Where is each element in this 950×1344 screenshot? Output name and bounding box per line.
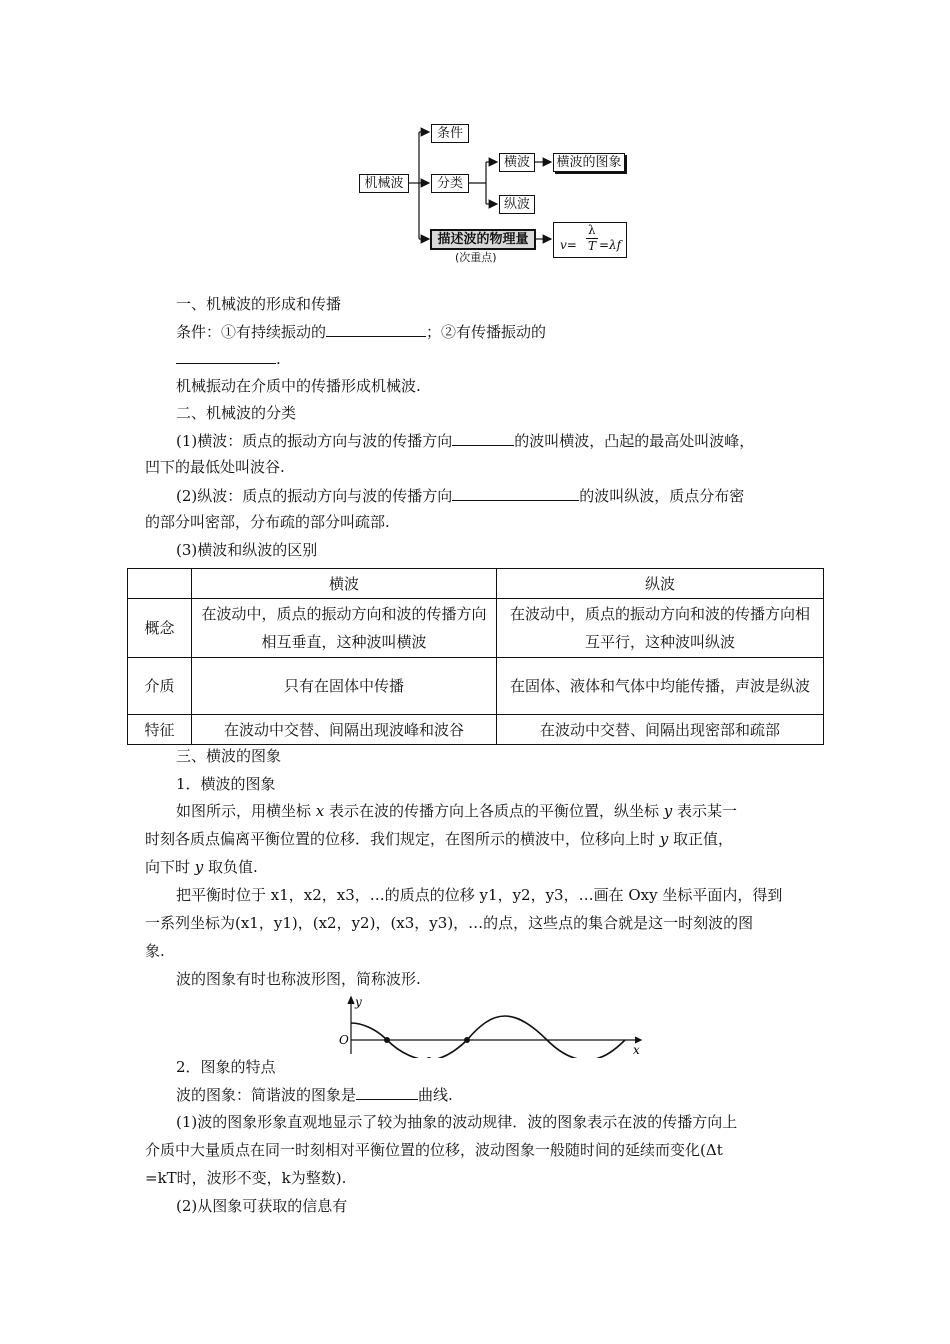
p4-prefix: 波的图象：简谐波的图象是 — [176, 1086, 357, 1104]
blank-transverse-direction[interactable] — [452, 430, 514, 446]
p1-text-c: 表示某一 — [672, 802, 738, 820]
map-classification-box: 分类 — [431, 174, 469, 193]
item1-suffix: 的波叫横波，凸起的最高处叫波峰， — [514, 432, 755, 450]
p1-text-f: 向下时 — [145, 858, 195, 876]
condition-mid: ；②有传播振动的 — [426, 323, 547, 341]
y-axis-arrow — [348, 997, 354, 1004]
formula-lambda: λ — [588, 223, 596, 237]
section3-p5-line2: 介质中大量质点在同一时刻相对平衡位置的位移，波动图象一般随时间的延续而变化(Δt — [145, 1141, 723, 1159]
section1-formation: 机械振动在介质中的传播形成机械波. — [176, 377, 421, 395]
p1-text-g: 取负值. — [203, 858, 258, 876]
p1-text-d: 时刻各质点偏离平衡位置的位移．我们规定，在图所示的横波中，位移向上时 — [145, 830, 660, 848]
map-quantities-box: 描述波的物理量 — [430, 229, 536, 250]
item2-prefix: (2)纵波：质点的振动方向与波的传播方向 — [176, 487, 453, 505]
table-cell: 在波动中交替、间隔出现波峰和波谷 — [192, 715, 497, 745]
table-row-label: 特征 — [128, 715, 192, 745]
p1-text-a: 如图所示，用横坐标 — [176, 802, 316, 820]
formula-period: T — [588, 239, 597, 253]
p4-suffix: 曲线. — [418, 1086, 453, 1104]
p1-var-y: y — [663, 802, 673, 820]
blank-longitudinal-direction[interactable] — [452, 485, 579, 501]
table-row-label: 概念 — [128, 599, 192, 658]
item1-prefix: (1)横波：质点的振动方向与波的传播方向 — [176, 432, 453, 450]
wave-figure — [335, 992, 655, 1058]
section3-heading: 三、横波的图象 — [176, 747, 282, 765]
map-transverse-box: 横波 — [499, 153, 535, 172]
table-cell: 在波动中，质点的振动方向和波的传播方向相互平行，这种波叫纵波 — [497, 599, 824, 658]
wave-point — [384, 1037, 390, 1043]
axis-x-label: x — [633, 1043, 640, 1057]
section2-item1 — [176, 430, 754, 451]
formula-rhs: =λf — [599, 238, 622, 252]
wave-point — [426, 1057, 432, 1058]
p1-text-b: 表示在波的传播方向上各质点的平衡位置，纵坐标 — [324, 802, 664, 820]
table-header-cell: 纵波 — [497, 569, 824, 599]
table-header-cell: 横波 — [192, 569, 497, 599]
table-cell: 在固体、液体和气体中均能传播，声波是纵波 — [497, 658, 824, 715]
table-row — [128, 599, 824, 658]
map-condition-box: 条件 — [431, 124, 469, 143]
table-row-label: 介质 — [128, 658, 192, 715]
section2-heading: 二、机械波的分类 — [176, 404, 297, 422]
table-row — [128, 658, 824, 715]
section3-p6: (2)从图象可获取的信息有 — [176, 1197, 348, 1215]
section3-p1-line2 — [145, 829, 733, 849]
map-longitudinal-box: 纵波 — [499, 195, 535, 214]
wave-comparison-table — [127, 568, 824, 745]
condition-end: . — [276, 350, 281, 368]
section2-item3: (3)横波和纵波的区别 — [176, 541, 318, 559]
section3-p3: 波的图象有时也称波形图，简称波形. — [176, 970, 421, 988]
section3-sub2: 2．图象的特点 — [176, 1058, 276, 1076]
map-secondary-key: (次重点) — [455, 251, 497, 264]
item2-suffix: 的波叫纵波，质点分布密 — [579, 487, 745, 505]
table-cell: 在波动中交替、间隔出现密部和疏部 — [497, 715, 824, 745]
blank-curve-type[interactable] — [356, 1084, 418, 1100]
wave-curve — [351, 1016, 625, 1058]
p1-text-e: 取正值， — [668, 830, 734, 848]
formula-lhs: v= — [560, 238, 577, 252]
section3-p2-line3: 象. — [145, 942, 165, 960]
axis-y-label: y — [355, 995, 362, 1009]
p1-var-y3: y — [194, 858, 204, 876]
section3-p1-line1 — [176, 801, 737, 821]
table-cell: 只有在固体中传播 — [192, 658, 497, 715]
blank-medium[interactable] — [176, 348, 276, 364]
blank-continuous-vibration[interactable] — [326, 321, 426, 337]
condition-prefix: 条件：①有持续振动的 — [176, 323, 327, 341]
section1-heading: 一、机械波的形成和传播 — [176, 295, 342, 313]
p1-var-y2: y — [659, 830, 669, 848]
section2-item2-cont: 的部分叫密部，分布疏的部分叫疏部. — [145, 513, 390, 531]
wave-point — [464, 1037, 470, 1043]
table-cell: 在波动中，质点的振动方向和波的传播方向相互垂直，这种波叫横波 — [192, 599, 497, 658]
section3-p2-line2: 一系列坐标为(x1，y1)，(x2，y2)，(x3，y3)，…的点，这些点的集合就是这一时刻波的图 — [145, 914, 754, 932]
section3-p5-line3: =kT时，波形不变，k为整数). — [145, 1169, 347, 1187]
section2-item2 — [176, 485, 744, 506]
section1-condition-cont — [176, 348, 281, 369]
table-row — [128, 715, 824, 745]
section2-item1-cont: 凹下的最低处叫波谷. — [145, 458, 285, 476]
map-root-box: 机械波 — [359, 174, 409, 193]
section3-sub1: 1．横波的图象 — [176, 775, 276, 793]
table-header-cell — [128, 569, 192, 599]
section1-condition — [176, 321, 546, 342]
concept-map — [0, 0, 950, 270]
section3-p4 — [176, 1084, 453, 1105]
map-formula-box — [553, 222, 627, 258]
section3-p2-line1: 把平衡时位于 x1，x2，x3，…的质点的位移 y1，y2，y3，…画在 Oxy 坐标平面内，得到 — [176, 886, 783, 904]
origin-label: O — [339, 1033, 349, 1047]
p1-var-x: x — [315, 802, 325, 820]
section3-p5-line1: (1)波的图象形象直观地显示了较为抽象的波动规律．波的图象表示在波的传播方向上 — [176, 1113, 738, 1131]
table-header-row — [128, 569, 824, 599]
section3-p1-line3 — [145, 857, 258, 877]
map-transverse-graph-box: 横波的图象 — [553, 153, 625, 172]
